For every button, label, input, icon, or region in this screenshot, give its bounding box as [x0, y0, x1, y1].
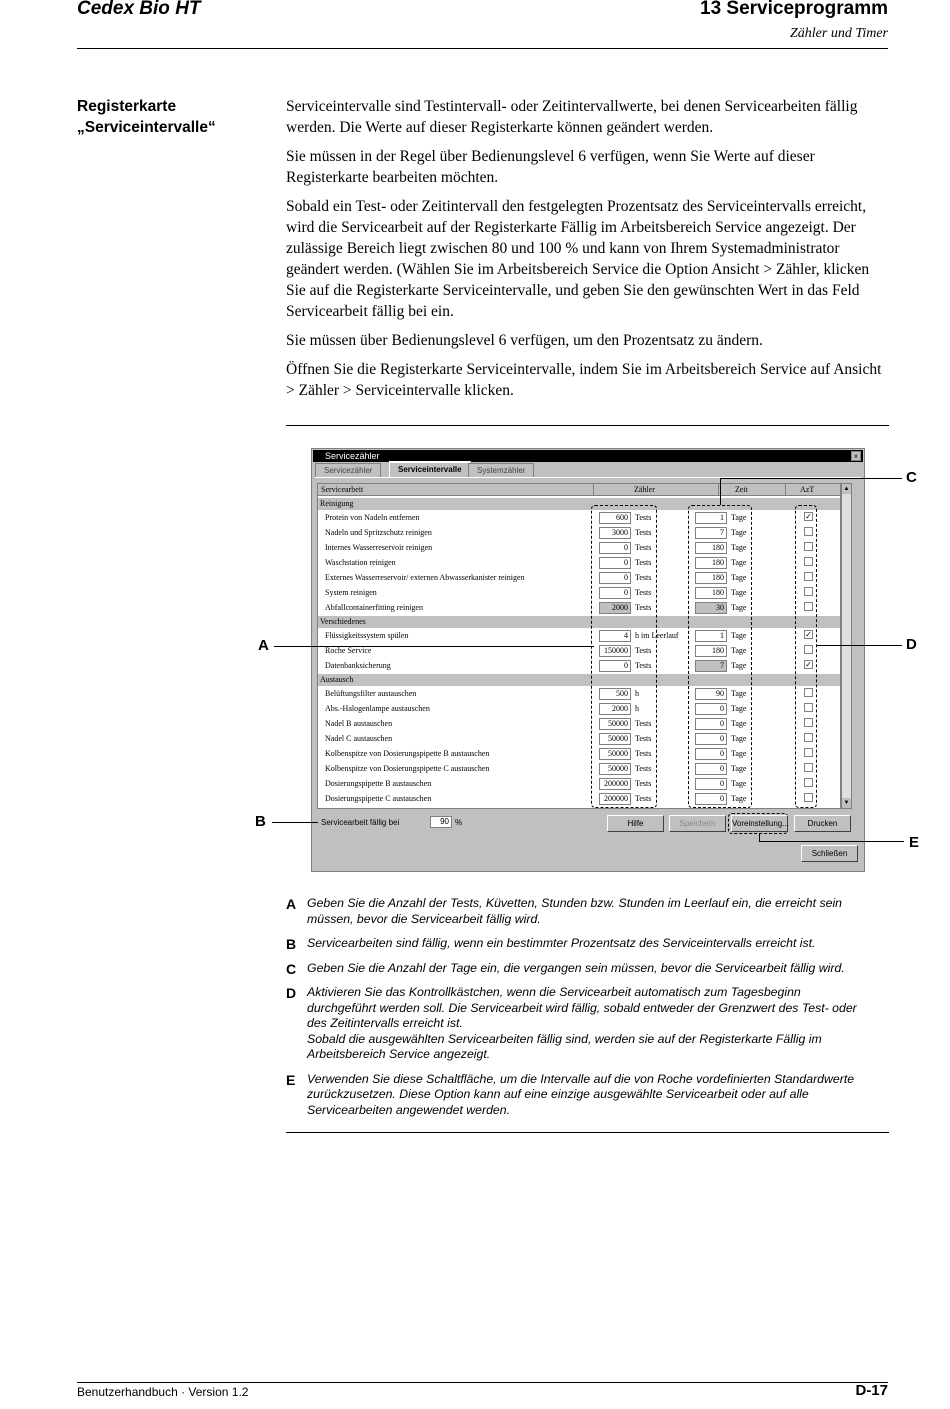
legend-item-e: [286, 1072, 889, 1119]
grid-section-row: [318, 616, 841, 628]
counter-input[interactable]: 500: [599, 688, 631, 700]
header-section: Zähler und Timer: [789, 26, 888, 41]
callout-c-connector: [720, 478, 721, 505]
row-label: Kolbenspitze von Dosierungspipette C austauschen: [325, 764, 490, 773]
table-row[interactable]: [318, 762, 841, 777]
callout-a-line: [274, 646, 594, 647]
print-button[interactable]: Drucken: [794, 815, 851, 832]
row-label: Protein von Nadeln entfernen: [325, 513, 420, 522]
time-input[interactable]: 0: [695, 748, 727, 760]
callout-c: C: [906, 469, 917, 486]
table-row[interactable]: [318, 556, 841, 571]
page-number: D-17: [855, 1382, 888, 1399]
legend-text: Verwenden Sie diese Schaltfläche, um die Intervalle auf die von Roche vordefinierten Standardwerte zurückzusetzen. Diese Option kann auf eine einzige ausgewählte Servicearbeit oder auf alle Servicearbeiten angewendet werden.: [307, 1071, 855, 1117]
grid-scrollbar[interactable]: [841, 483, 852, 809]
time-input[interactable]: 0: [695, 778, 727, 790]
time-input[interactable]: 0: [695, 703, 727, 715]
time-unit: Tage: [731, 734, 747, 743]
table-row[interactable]: [318, 687, 841, 702]
time-input[interactable]: 1: [695, 630, 727, 642]
legend-text: Aktivieren Sie das Kontrollkästchen, wenn die Servicearbeit automatisch zum Tagesbeginn durchgeführt werden soll. Die Servicearbeit wird fällig, sobald entweder der Grenzwert des Test- oder des Zeitintervalls erreicht ist. Sobald die ausgewählten Servicearbeiten fällig sind, werden sie auf der Registerkarte Fällig im Arbeitsbereich Service angezeigt.: [307, 985, 857, 1061]
callout-a: A: [258, 637, 269, 654]
callout-d: D: [906, 636, 917, 653]
row-label: Nadel B austauschen: [325, 719, 393, 728]
time-input[interactable]: 180: [695, 542, 727, 554]
time-unit: Tage: [731, 719, 747, 728]
time-input[interactable]: 180: [695, 557, 727, 569]
callout-e-connector: [759, 834, 760, 841]
row-label: Nadeln und Spritzschutz reinigen: [325, 528, 432, 537]
time-unit: Tage: [731, 704, 747, 713]
tab-servicezaehler[interactable]: Servicezähler: [315, 463, 381, 477]
time-input[interactable]: 0: [695, 763, 727, 775]
row-label: Abfallcontainerfitting reinigen: [325, 603, 423, 612]
counter-unit: Tests: [635, 794, 652, 803]
time-unit: Tage: [731, 588, 747, 597]
legend-item-b: [286, 936, 889, 952]
paragraph: Sie müssen in der Regel über Bedienungslevel 6 verfügen, wenn Sie Werte auf dieser Registerkarte bearbeiten möchten.: [286, 148, 815, 186]
counter-unit: Tests: [635, 513, 652, 522]
highlight-azt-column: [795, 505, 817, 808]
time-unit: Tage: [731, 749, 747, 758]
legend-key: B: [286, 936, 297, 952]
paragraph: Öffnen Sie die Registerkarte Serviceintervalle, indem Sie im Arbeitsbereich Service auf Ansicht > Zähler > Serviceintervalle klicken.: [286, 361, 882, 399]
time-unit: Tage: [731, 646, 747, 655]
counter-input[interactable]: 50000: [599, 718, 631, 730]
side-title-line-2: „Serviceintervalle“: [77, 119, 216, 136]
row-label: Externes Wasserreservoir/ externen Abwasserkanister reinigen: [325, 573, 525, 582]
row-label: System reinigen: [325, 588, 377, 597]
row-label: Waschstation reinigen: [325, 558, 396, 567]
tab-serviceintervalle[interactable]: Serviceintervalle: [389, 461, 471, 477]
time-unit: Tage: [731, 661, 747, 670]
callout-e: E: [909, 834, 920, 851]
paragraph: Serviceintervalle sind Testintervall- oder Zeitintervallwerte, bei denen Servicearbeiten fällig werden. Die Werte auf dieser Registerkarte können geändert werden.: [286, 98, 858, 136]
azt-checkbox[interactable]: ✓: [805, 630, 812, 639]
section-rule-top: [286, 425, 889, 426]
due-percent-input[interactable]: 90: [430, 816, 452, 828]
callout-c-line: [720, 478, 902, 479]
counter-input[interactable]: 200000: [599, 793, 631, 805]
counter-unit: Tests: [635, 749, 652, 758]
legend-text: Geben Sie die Anzahl der Tests, Küvetten, Stunden bzw. Stunden im Leerlauf ein, die erreicht sein müssen, bevor die Servicearbeit fällig wird.: [307, 896, 843, 926]
legend: [286, 896, 889, 1127]
header-product: Cedex Bio HT: [77, 0, 201, 19]
legend-item-d: [286, 985, 889, 1063]
row-label: Dosierungspipette B austauschen: [325, 779, 432, 788]
header-chapter: 13 Serviceprogramm: [700, 0, 888, 19]
row-label: Reinigung: [320, 499, 354, 508]
time-unit: Tage: [731, 603, 747, 612]
table-row[interactable]: [318, 732, 841, 747]
counter-input[interactable]: 2000: [599, 703, 631, 715]
scroll-down-icon[interactable]: ▼: [843, 800, 850, 806]
legend-key: D: [286, 985, 297, 1001]
counter-input[interactable]: 50000: [599, 733, 631, 745]
save-button[interactable]: Speichern: [669, 815, 726, 832]
section-rule-bottom: [286, 1132, 889, 1133]
counter-input[interactable]: 3000: [599, 527, 631, 539]
table-row[interactable]: [318, 629, 841, 644]
time-unit: Tage: [731, 528, 747, 537]
header-rule: [77, 48, 888, 49]
callout-d-line: [817, 645, 902, 646]
counter-unit: Tests: [635, 603, 652, 612]
row-label: Abs.-Halogenlampe austauschen: [325, 704, 430, 713]
table-row[interactable]: [318, 702, 841, 717]
table-row[interactable]: [318, 586, 841, 601]
column-header-zaehler[interactable]: Zähler: [594, 484, 719, 496]
row-label: Nadel C austauschen: [325, 734, 393, 743]
counter-input[interactable]: 50000: [599, 748, 631, 760]
counter-input[interactable]: 4: [599, 630, 631, 642]
counter-input[interactable]: 600: [599, 512, 631, 524]
time-input[interactable]: 1: [695, 512, 727, 524]
due-label: Servicearbeit fällig bei: [321, 818, 400, 827]
defaults-button[interactable]: Voreinstellung...: [731, 815, 788, 832]
time-unit: Tage: [731, 513, 747, 522]
callout-e-line: [759, 841, 904, 842]
body-text: [286, 96, 891, 409]
table-row[interactable]: [318, 541, 841, 556]
legend-key: C: [286, 960, 297, 977]
counter-unit: Tests: [635, 543, 652, 552]
row-label: Datenbanksicherung: [325, 661, 391, 670]
counter-input[interactable]: 0: [599, 557, 631, 569]
grid-header: [318, 484, 841, 496]
help-button[interactable]: Hilfe: [607, 815, 664, 832]
schliessen-button[interactable]: Schließen: [801, 845, 858, 862]
footer-rule: [77, 1382, 888, 1383]
row-label: Verschiedenes: [320, 617, 366, 626]
tab-systemzaehler[interactable]: Systemzähler: [468, 463, 534, 477]
counter-unit: Tests: [635, 573, 652, 582]
time-input[interactable]: 0: [695, 793, 727, 805]
counter-unit: Tests: [635, 734, 652, 743]
legend-text: Servicearbeiten sind fällig, wenn ein bestimmter Prozentsatz des Serviceintervalls erreicht ist.: [307, 936, 816, 950]
time-unit: Tage: [731, 764, 747, 773]
counter-input[interactable]: 50000: [599, 763, 631, 775]
table-row[interactable]: [318, 659, 841, 674]
grid-section-row: [318, 674, 841, 686]
paragraph: Sobald ein Test- oder Zeitintervall den festgelegten Prozentsatz des Serviceintervalls erreicht, wird die Servicearbeit auf der Registerkarte Fällig im Arbeitsbereich Service angezeigt. Der zulässige Bereich liegt zwischen 80 und 100 % und kann von Ihrem Systemadministrator geändert werden. (Wählen Sie im Arbeitsbereich Service die Option Ansicht > Zähler, klicken Sie auf die Registerkarte Serviceintervalle, und geben Sie den gewünschten Wert in das Feld Servicearbeit fällig bei ein.: [286, 198, 870, 320]
row-label: Austausch: [320, 675, 354, 684]
time-unit: Tage: [731, 573, 747, 582]
callout-b-line: [272, 822, 318, 823]
counter-input[interactable]: 0: [599, 542, 631, 554]
due-percent-unit: %: [455, 818, 463, 827]
row-label: Dosierungspipette C austauschen: [325, 794, 432, 803]
time-input[interactable]: 7: [695, 527, 727, 539]
time-input[interactable]: 180: [695, 572, 727, 584]
time-input[interactable]: 0: [695, 733, 727, 745]
counter-unit: Tests: [635, 528, 652, 537]
time-unit: Tage: [731, 558, 747, 567]
time-input[interactable]: 0: [695, 718, 727, 730]
table-row[interactable]: [318, 792, 841, 807]
paragraph: Sie müssen über Bedienungslevel 6 verfügen, um den Prozentsatz zu ändern.: [286, 332, 763, 349]
azt-checkbox[interactable]: ✓: [805, 660, 812, 669]
side-title: [77, 96, 216, 138]
row-label: Kolbenspitze von Dosierungspipette B austauschen: [325, 749, 490, 758]
time-unit: Tage: [731, 689, 747, 698]
legend-key: E: [286, 1071, 296, 1088]
time-input[interactable]: 30: [695, 602, 727, 614]
close-icon[interactable]: ×: [851, 451, 861, 461]
counter-input[interactable]: 150000: [599, 645, 631, 657]
table-row[interactable]: [318, 571, 841, 586]
legend-text: Geben Sie die Anzahl der Tage ein, die vergangen sein müssen, bevor die Servicearbeit fällig wird.: [307, 960, 845, 975]
counter-input[interactable]: 0: [599, 660, 631, 672]
counter-input[interactable]: 0: [599, 572, 631, 584]
counter-unit: Tests: [635, 764, 652, 773]
row-label: Flüssigkeitssystem spülen: [325, 631, 409, 640]
counter-unit: Tests: [635, 558, 652, 567]
column-header-azt[interactable]: AzT: [800, 485, 815, 494]
time-unit: Tage: [731, 631, 747, 640]
row-label: Roche Service: [325, 646, 372, 655]
legend-item-c: [286, 961, 889, 977]
footer-manual: Benutzerhandbuch · Version 1.2: [77, 1385, 249, 1399]
column-header-servicearbeit[interactable]: Servicearbeit: [318, 484, 594, 496]
counter-unit: Tests: [635, 588, 652, 597]
counter-unit: Tests: [635, 719, 652, 728]
time-input[interactable]: 180: [695, 645, 727, 657]
time-input[interactable]: 180: [695, 587, 727, 599]
time-unit: Tage: [731, 779, 747, 788]
side-title-line-1: Registerkarte: [77, 98, 177, 115]
time-input[interactable]: 7: [695, 660, 727, 672]
table-row[interactable]: [318, 777, 841, 792]
counter-unit: h im Leerlauf: [635, 631, 679, 640]
dialog-title: Servicezähler: [325, 451, 380, 461]
callout-b: B: [255, 813, 266, 830]
row-label: Belüftungsfilter austauschen: [325, 689, 417, 698]
grid-section-row: [318, 498, 841, 510]
table-row[interactable]: [318, 526, 841, 541]
counter-unit: Tests: [635, 661, 652, 670]
table-row[interactable]: [318, 511, 841, 526]
legend-item-a: [286, 896, 889, 927]
highlight-counter-column: [591, 505, 657, 808]
table-row[interactable]: [318, 601, 841, 616]
counter-unit: h: [635, 689, 639, 698]
azt-checkbox[interactable]: ✓: [805, 512, 812, 521]
time-input[interactable]: 90: [695, 688, 727, 700]
counter-input[interactable]: 0: [599, 587, 631, 599]
column-header-zeit[interactable]: Zeit: [719, 484, 786, 496]
counter-unit: h: [635, 704, 639, 713]
counter-input[interactable]: 200000: [599, 778, 631, 790]
table-row[interactable]: [318, 747, 841, 762]
time-unit: Tage: [731, 794, 747, 803]
row-label: Internes Wasserreservoir reinigen: [325, 543, 433, 552]
table-row[interactable]: [318, 717, 841, 732]
counter-input[interactable]: 2000: [599, 602, 631, 614]
counter-unit: Tests: [635, 779, 652, 788]
highlight-time-column: [688, 505, 752, 808]
scroll-up-icon[interactable]: ▲: [843, 486, 850, 492]
legend-key: A: [286, 896, 297, 912]
time-unit: Tage: [731, 543, 747, 552]
counter-unit: Tests: [635, 646, 652, 655]
